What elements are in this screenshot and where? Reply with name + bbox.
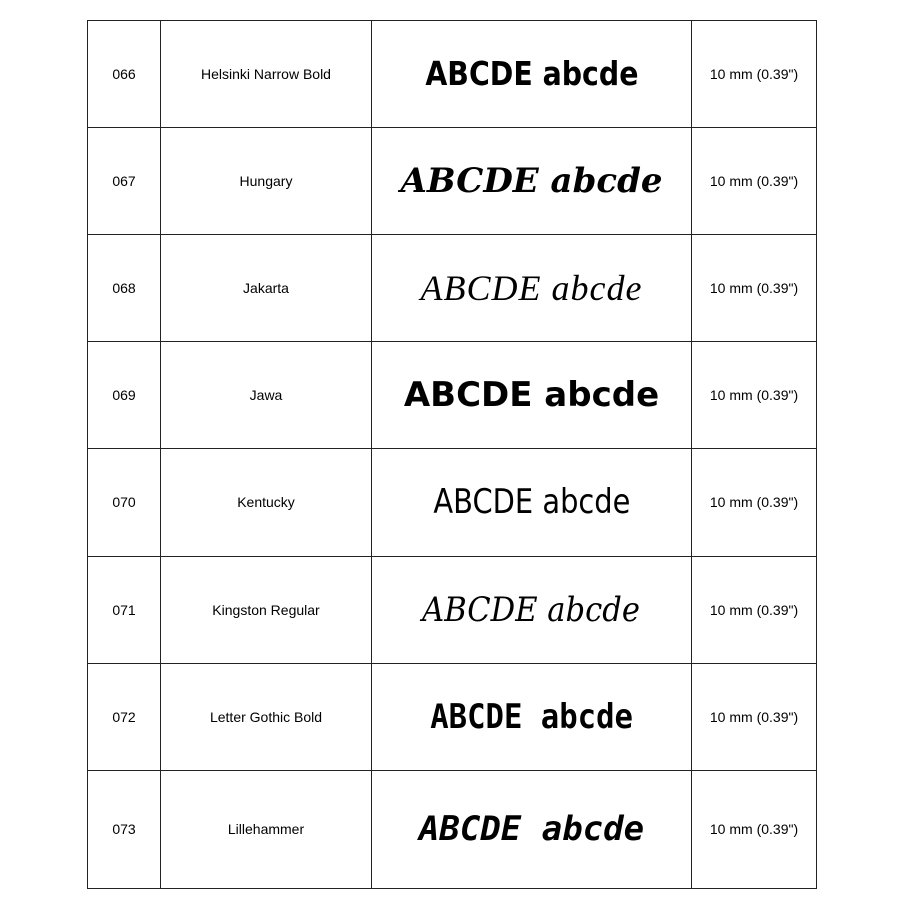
font-size: 10 mm (0.39") <box>692 342 817 449</box>
font-sample: ABCDE abcde <box>400 161 663 202</box>
font-name: Jawa <box>161 342 372 449</box>
table-row <box>88 235 817 342</box>
font-sample-cell <box>372 342 692 449</box>
font-name: Letter Gothic Bold <box>161 663 372 770</box>
font-sample: ABCDE abcde <box>422 589 641 630</box>
table-row <box>88 128 817 235</box>
font-sample-table <box>87 20 817 889</box>
font-size: 10 mm (0.39") <box>692 663 817 770</box>
font-code: 070 <box>88 449 161 556</box>
font-sample-cell <box>372 556 692 663</box>
table-row <box>88 342 817 449</box>
font-sample-cell <box>372 663 692 770</box>
font-sample: ABCDE abcde <box>403 375 660 416</box>
font-sample: ABCDE abcde <box>424 54 639 94</box>
table-row <box>88 449 817 556</box>
table-row <box>88 21 817 128</box>
font-sample: ABCDE abcde <box>418 809 645 850</box>
table-row <box>88 770 817 888</box>
font-sample: ABCDE abcde <box>432 482 631 523</box>
font-size: 10 mm (0.39") <box>692 449 817 556</box>
font-code: 072 <box>88 663 161 770</box>
font-size: 10 mm (0.39") <box>692 770 817 888</box>
table-row <box>88 556 817 663</box>
font-code: 069 <box>88 342 161 449</box>
font-code: 066 <box>88 21 161 128</box>
font-sample-cell <box>372 770 692 888</box>
font-sample-cell <box>372 128 692 235</box>
font-name: Helsinki Narrow Bold <box>161 21 372 128</box>
font-name: Hungary <box>161 128 372 235</box>
font-sample: ABCDE abcde <box>430 696 633 737</box>
font-size: 10 mm (0.39") <box>692 21 817 128</box>
font-name: Kingston Regular <box>161 556 372 663</box>
table-row <box>88 663 817 770</box>
font-size: 10 mm (0.39") <box>692 128 817 235</box>
font-sample-cell <box>372 449 692 556</box>
font-size: 10 mm (0.39") <box>692 556 817 663</box>
font-name: Lillehammer <box>161 770 372 888</box>
font-code: 068 <box>88 235 161 342</box>
font-code: 071 <box>88 556 161 663</box>
font-code: 073 <box>88 770 161 888</box>
font-sample: ABCDE abcde <box>420 268 643 309</box>
font-sample-cell <box>372 235 692 342</box>
font-name: Jakarta <box>161 235 372 342</box>
font-sample-cell <box>372 21 692 128</box>
font-code: 067 <box>88 128 161 235</box>
font-name: Kentucky <box>161 449 372 556</box>
font-size: 10 mm (0.39") <box>692 235 817 342</box>
